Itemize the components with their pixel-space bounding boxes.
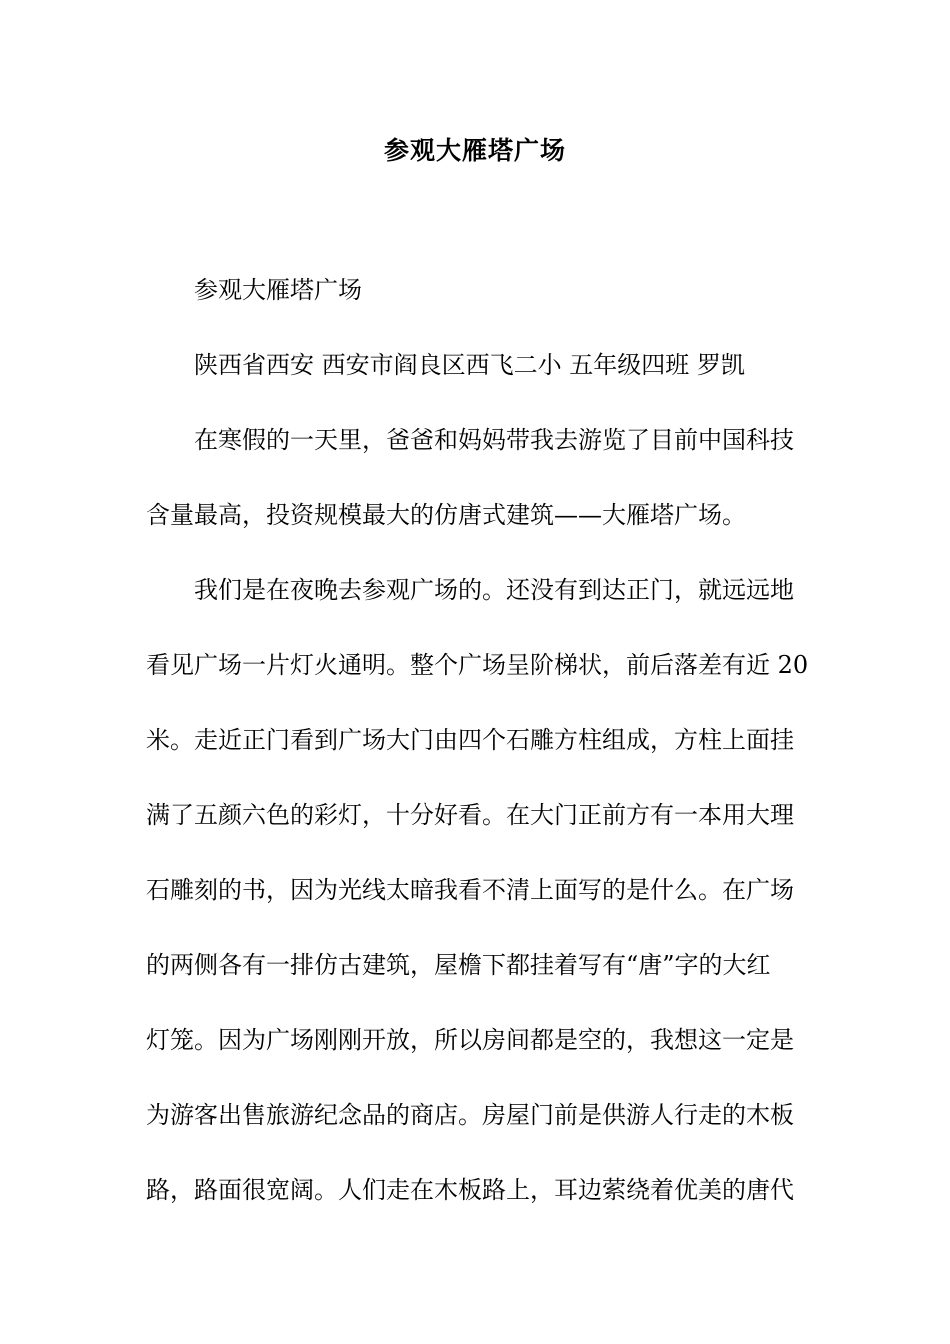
text-line: 石雕刻的书，因为光线太暗我看不清上面写的是什么。在广场 xyxy=(146,876,794,904)
paragraph-body xyxy=(146,553,808,1228)
text-line: 路，路面很宽阔。人们走在木板路上，耳边萦绕着优美的唐代 xyxy=(146,1176,794,1204)
text-line: 灯笼。因为广场刚刚开放，所以房间都是空的，我想这一定是 xyxy=(146,1026,794,1054)
text-line: 参观大雁塔广场 xyxy=(194,276,362,304)
text-line: 满了五颜六色的彩灯，十分好看。在大门正前方有一本用大理 xyxy=(146,801,794,829)
document-title: 参观大雁塔广场 xyxy=(383,136,566,165)
document-body xyxy=(146,253,808,1228)
text-line: 我们是在夜晚去参观广场的。还没有到达正门，就远远地 xyxy=(194,576,794,604)
text-line: 看见广场一片灯火通明。整个广场呈阶梯状，前后落差有近 20 xyxy=(146,651,809,679)
text-line: 为游客出售旅游纪念品的商店。房屋门前是供游人行走的木板 xyxy=(146,1101,794,1129)
paragraph-intro xyxy=(146,403,808,553)
text-line: 米。走近正门看到广场大门由四个石雕方柱组成，方柱上面挂 xyxy=(146,726,794,754)
text-line: 陕西省西安 西安市阎良区西飞二小 五年级四班 罗凯 xyxy=(194,351,745,379)
paragraph-author xyxy=(146,328,808,403)
text-line: 含量最高，投资规模最大的仿唐式建筑——大雁塔广场。 xyxy=(146,501,746,529)
text-line: 在寒假的一天里，爸爸和妈妈带我去游览了目前中国科技 xyxy=(194,426,794,454)
text-line: 的两侧各有一排仿古建筑，屋檐下都挂着写有“唐”字的大红 xyxy=(146,951,771,979)
paragraph-subtitle xyxy=(146,253,808,328)
